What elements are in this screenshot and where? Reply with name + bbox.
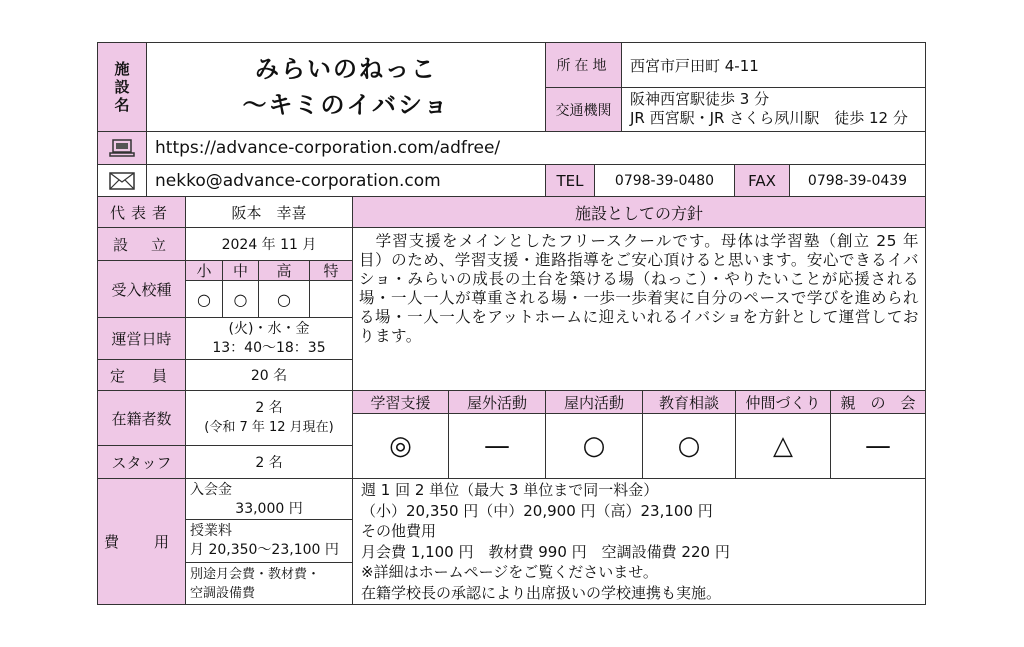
location-label: 所在地 (545, 42, 622, 88)
email-address[interactable]: nekko@advance-corporation.com (146, 164, 546, 197)
activity-header-study: 学習支援 (352, 390, 449, 414)
capacity-label: 定 員 (97, 359, 186, 391)
envelope-icon (97, 164, 147, 197)
operating-label: 運営日時 (97, 317, 186, 360)
school-header-elementary: 小 (185, 260, 223, 281)
schools-label: 受入校種 (97, 260, 186, 318)
fees-label: 費 用 (97, 478, 186, 605)
established-label: 設 立 (97, 227, 186, 261)
activity-mark-parents: — (830, 413, 926, 479)
activity-header-parents: 親 の 会 (830, 390, 926, 414)
policy-text: 学習支援をメインとしたフリースクールです。母体は学習塾（創立 25 年目）のため、学習支援・進路指導をご安心頂けると思います。安心できるイバショ・みらいの成長の土台を築ける場（ねっこ）・やりたいことが応援される場・一人一人が尊重される場・一歩一歩着実に自分のペースで学びを進められる場・一人一人をアットホームに迎えいれるイバショを方針として運営しております。 (352, 227, 926, 391)
school-mark-junior: ○ (222, 280, 259, 318)
capacity-value: 20 名 (185, 359, 353, 391)
activity-mark-friends: △ (735, 413, 831, 479)
fees-extra (185, 562, 353, 605)
fees-extra-line1: 別途月会費・教材費・ (190, 567, 321, 582)
school-header-special: 特 (309, 260, 353, 281)
enrolled-label: 在籍者数 (97, 390, 186, 446)
school-header-junior: 中 (222, 260, 259, 281)
representative-label: 代表者 (97, 196, 186, 228)
fees-entry-label: 入会金 (190, 482, 232, 498)
established-value: 2024 年 11 月 (185, 227, 353, 261)
school-mark-special (309, 280, 353, 318)
fax-value: 0798-39-0439 (789, 164, 926, 197)
facility-info-card (97, 42, 926, 605)
fees-entry (185, 478, 353, 520)
website-url[interactable]: https://advance-corporation.com/adfree/ (146, 131, 926, 165)
access-value (621, 87, 926, 132)
fees-detail-line: ※詳細はホームページをご覧くださいませ。 (361, 563, 658, 581)
enrolled-count: 2 名 (255, 400, 283, 416)
activity-header-friends: 仲間づくり (735, 390, 831, 414)
laptop-icon (97, 131, 147, 165)
staff-label: スタッフ (97, 445, 186, 479)
school-mark-high: ○ (258, 280, 310, 318)
fees-extra-line2: 空調設備費 (190, 586, 256, 601)
activity-header-indoor: 屋内活動 (545, 390, 643, 414)
facility-name-line1: みらいのねっこ (255, 55, 437, 83)
operating-value (185, 317, 353, 360)
access-line1: 阪神西宮駅徒歩 3 分 (630, 90, 770, 108)
operating-days: (火)・水・金 (228, 320, 310, 337)
enrolled-note: (令和 7 年 12 月現在) (204, 420, 334, 435)
tel-label: TEL (545, 164, 595, 197)
enrolled-value (185, 390, 353, 446)
fees-detail-line: 週 1 回 2 単位（最大 3 単位まで同一料金） (361, 481, 659, 499)
activity-header-counseling: 教育相談 (642, 390, 736, 414)
activity-header-outdoor: 屋外活動 (448, 390, 546, 414)
staff-value: 2 名 (185, 445, 353, 479)
school-mark-elementary: ○ (185, 280, 223, 318)
operating-hours: 13：40〜18：35 (212, 339, 326, 356)
activity-mark-counseling: ○ (642, 413, 736, 479)
facility-name (146, 42, 546, 132)
fees-detail (352, 478, 926, 605)
fees-tuition-label: 授業料 (190, 523, 232, 539)
fees-detail-line: その他費用 (361, 522, 437, 540)
activity-mark-outdoor: — (448, 413, 546, 479)
facility-name-line2: 〜キミのイバショ (242, 91, 450, 119)
fees-tuition-value: 月 20,350〜23,100 円 (190, 542, 339, 558)
fees-tuition (185, 519, 353, 563)
fees-entry-value: 33,000 円 (235, 501, 303, 517)
representative-value: 阪本 幸喜 (185, 196, 353, 228)
activity-mark-indoor: ○ (545, 413, 643, 479)
access-line2: JR 西宮駅・JR さくら夙川駅 徒歩 12 分 (630, 109, 908, 127)
activity-mark-study: ◎ (352, 413, 449, 479)
fax-label: FAX (734, 164, 790, 197)
tel-value: 0798-39-0480 (594, 164, 735, 197)
school-header-high: 高 (258, 260, 310, 281)
facility-name-label: 施設名 (97, 42, 147, 132)
fees-detail-line: （小）20,350 円（中）20,900 円（高）23,100 円 (361, 501, 713, 520)
policy-title: 施設としての方針 (352, 196, 926, 228)
access-label: 交通機関 (545, 87, 622, 132)
location-value: 西宮市戸田町 4-11 (621, 42, 926, 88)
fees-detail-line: 在籍学校長の承認により出席扱いの学校連携も実施。 (361, 583, 722, 602)
fees-detail-line: 月会費 1,100 円 教材費 990 円 空調設備費 220 円 (361, 542, 730, 561)
